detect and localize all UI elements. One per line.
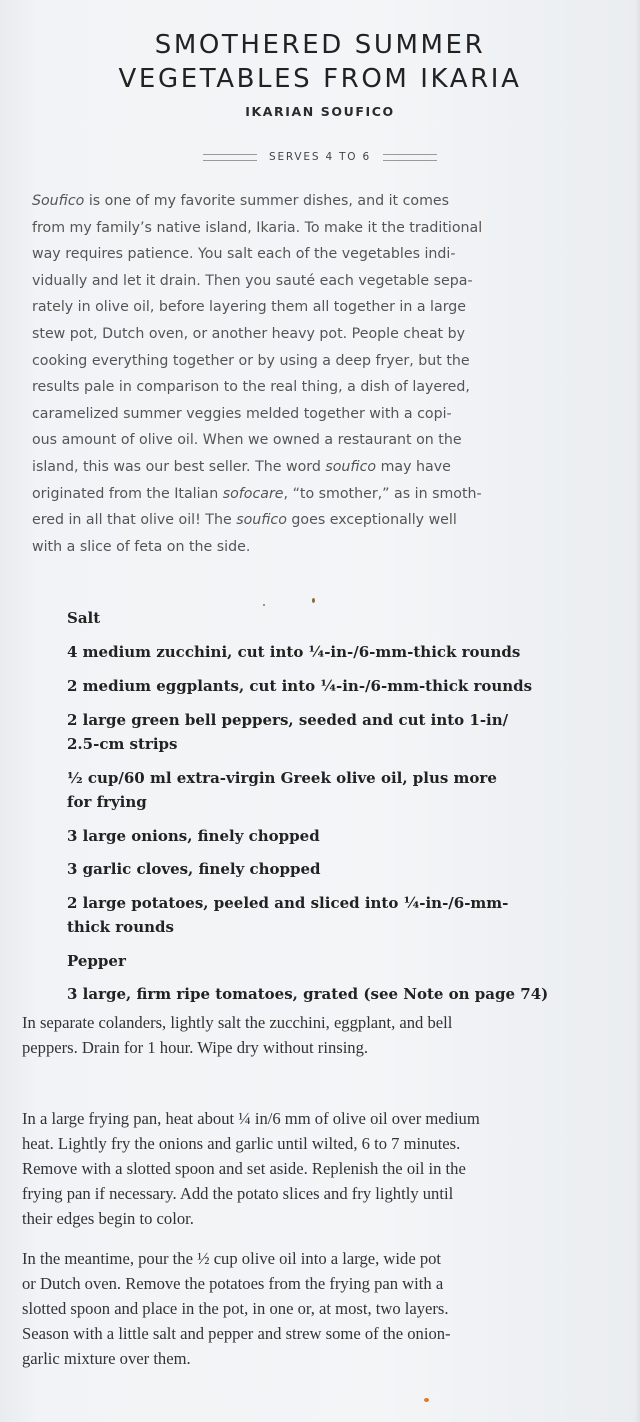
- intro-line: way requires patience. You salt each of the vegetables indi-: [32, 246, 456, 263]
- intro-line: from my family’s native island, Ikaria. To make it the traditional: [32, 219, 483, 236]
- serves-row: [0, 148, 640, 166]
- method-line: their edges begin to color.: [22, 1209, 194, 1228]
- method-line: In the meantime, pour the ½ cup olive oil into a large, wide pot: [22, 1249, 442, 1268]
- ingredient-line: 3 large onions, finely chopped: [67, 827, 320, 845]
- recipe-title-line: SMOTHERED SUMMER: [154, 30, 486, 60]
- method-paragraph: [22, 1010, 452, 1060]
- ingredient-item: [67, 766, 497, 814]
- page-edge-shadow: [634, 0, 640, 1422]
- ingredient-line: 2 medium eggplants, cut into ¼-in-/6-mm-thick rounds: [67, 677, 533, 695]
- method-line: peppers. Drain for 1 hour. Wipe dry without rinsing.: [22, 1038, 369, 1057]
- intro-line: results pale in comparison to the real thing, a dish of layered,: [32, 379, 470, 396]
- ingredient-item: [67, 824, 320, 848]
- serves-label: SERVES 4 TO 6: [269, 151, 371, 163]
- ingredient-line: 4 medium zucchini, cut into ¼-in-/6-mm-thick rounds: [67, 643, 521, 661]
- recipe-title-line: VEGETABLES FROM IKARIA: [118, 64, 522, 94]
- intro-line: Soufico is one of my favorite summer dishes, and it comes: [32, 193, 450, 209]
- divider-rule-right: [383, 154, 437, 161]
- intro-line: stew pot, Dutch oven, or another heavy pot. People cheat by: [32, 325, 465, 342]
- method-line: frying pan if necessary. Add the potato slices and fry lightly until: [22, 1184, 454, 1203]
- divider-rule-left: [203, 154, 257, 161]
- intro-line: ous amount of olive oil. When we owned a restaurant on the: [32, 432, 462, 449]
- method-line: Season with a little salt and pepper and strew some of the onion-: [22, 1324, 451, 1343]
- intro-line: vidually and let it drain. Then you sauté each vegetable sepa-: [32, 272, 473, 289]
- method-line: heat. Lightly fry the onions and garlic until wilted, 6 to 7 minutes.: [22, 1134, 461, 1153]
- ingredient-item: [67, 949, 126, 973]
- ingredient-line: 3 garlic cloves, finely chopped: [67, 860, 321, 878]
- paper-speck: [424, 1398, 429, 1402]
- method-line: In a large frying pan, heat about ¼ in/6 mm of olive oil over medium: [22, 1109, 480, 1128]
- ingredient-line: thick rounds: [67, 918, 174, 936]
- ingredient-line: ½ cup/60 ml extra-virgin Greek olive oil, plus more: [67, 769, 497, 787]
- ingredient-item: [67, 857, 321, 881]
- intro-line: caramelized summer veggies melded together with a copi-: [32, 405, 452, 422]
- ingredient-item: [67, 674, 532, 698]
- recipe-title: [0, 28, 640, 96]
- intro-line: originated from the Italian sofocare, “to smother,” as in smoth-: [32, 485, 482, 502]
- method-line: Remove with a slotted spoon and set aside. Replenish the oil in the: [22, 1159, 466, 1178]
- paper-speck: [312, 598, 315, 603]
- intro-line: island, this was our best seller. The word soufico may have: [32, 458, 451, 475]
- method-line: or Dutch oven. Remove the potatoes from the frying pan with a: [22, 1274, 444, 1293]
- method-line: garlic mixture over them.: [22, 1349, 191, 1368]
- ingredient-line: Pepper: [67, 952, 126, 970]
- ingredient-item: [67, 891, 508, 939]
- method-paragraph: [22, 1246, 451, 1371]
- ingredient-line: for frying: [67, 793, 147, 811]
- ingredient-item: [67, 640, 520, 664]
- paper-speck: [263, 604, 265, 606]
- ingredient-item: [67, 708, 508, 756]
- method-line: slotted spoon and place in the pot, in one or, at most, two layers.: [22, 1299, 449, 1318]
- intro-line: ered in all that olive oil! The soufico goes exceptionally well: [32, 512, 457, 529]
- ingredient-line: 2 large green bell peppers, seeded and cut into 1-in/: [67, 711, 509, 729]
- ingredient-line: 3 large, firm ripe tomatoes, grated (see Note on page 74): [67, 985, 549, 1003]
- intro-line: cooking everything together or by using a deep fryer, but the: [32, 352, 470, 369]
- ingredient-item: [67, 606, 100, 630]
- ingredient-line: 2 large potatoes, peeled and sliced into ¼-in-/6-mm-: [67, 894, 509, 912]
- ingredient-line: 2.5-cm strips: [67, 735, 178, 753]
- intro-line: rately in olive oil, before layering them all together in a large: [32, 299, 467, 316]
- method-paragraph: [22, 1106, 480, 1231]
- intro-line: with a slice of feta on the side.: [32, 538, 251, 555]
- ingredient-item: [67, 982, 548, 1006]
- method-line: In separate colanders, lightly salt the zucchini, eggplant, and bell: [22, 1013, 453, 1032]
- recipe-subtitle: IKARIAN SOUFICO: [245, 104, 395, 119]
- recipe-intro: [32, 188, 572, 560]
- ingredient-line: Salt: [67, 609, 101, 627]
